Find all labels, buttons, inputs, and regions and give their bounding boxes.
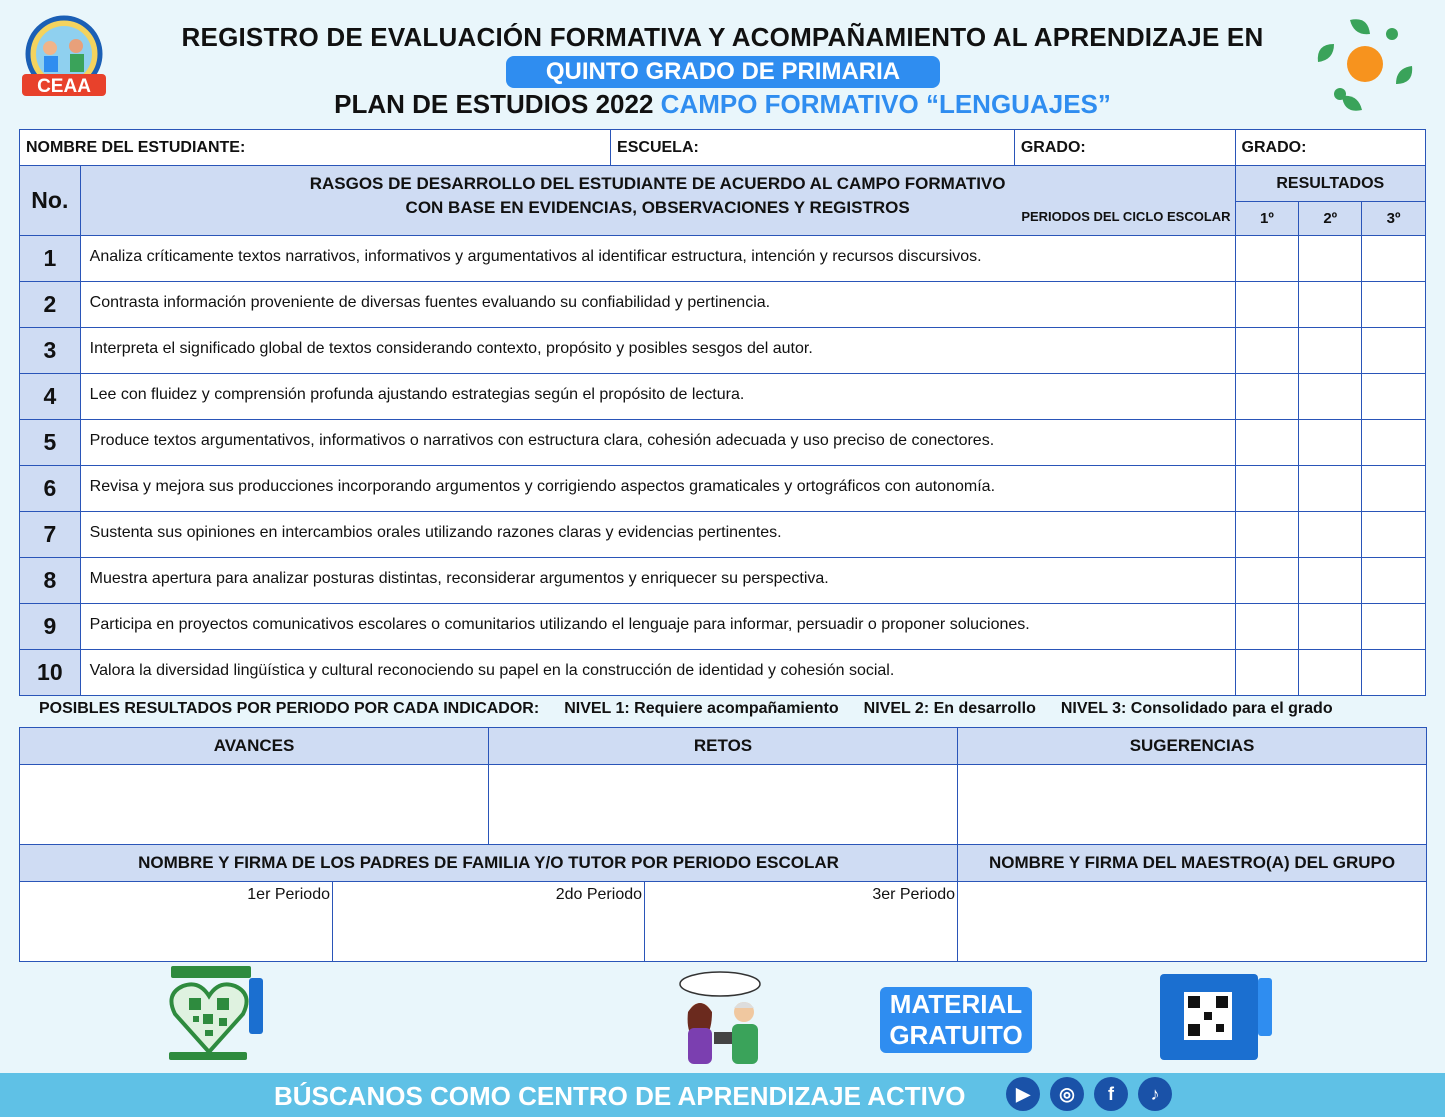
facebook-icon[interactable]: f — [1094, 1077, 1128, 1111]
table-row — [20, 604, 1426, 650]
student-name-field[interactable]: NOMBRE DEL ESTUDIANTE: — [20, 130, 611, 166]
evaluation-table — [19, 129, 1426, 696]
document-subtitle — [0, 89, 1445, 120]
sugerencias-field[interactable] — [958, 765, 1427, 845]
rasgos-header-line1: RASGOS DE DESARROLLO DEL ESTUDIANTE DE ACUERDO AL CAMPO FORMATIVO — [309, 174, 1006, 193]
table-row — [20, 558, 1426, 604]
table-row — [20, 650, 1426, 696]
plan-label: PLAN DE ESTUDIOS 2022 — [334, 89, 661, 119]
table-row — [20, 236, 1426, 282]
result-cell-p2[interactable] — [1299, 328, 1362, 374]
avances-field[interactable] — [20, 765, 489, 845]
row-number: 3 — [20, 328, 81, 374]
result-cell-p1[interactable] — [1235, 328, 1299, 374]
possible-results-legend — [19, 690, 1426, 728]
teacher-signature-field[interactable] — [958, 882, 1427, 962]
grade-field-2[interactable]: GRADO: — [1235, 130, 1425, 166]
grade-badge: QUINTO GRADO DE PRIMARIA — [506, 56, 940, 88]
table-row — [20, 512, 1426, 558]
row-number: 1 — [20, 236, 81, 282]
result-cell-p2[interactable] — [1299, 374, 1362, 420]
table-row — [20, 466, 1426, 512]
row-indicator: Contrasta información proveniente de diversas fuentes evaluando su confiabilidad y pertinencia. — [80, 282, 1235, 328]
avances-header: AVANCES — [20, 728, 489, 765]
store-qr-code[interactable] — [165, 964, 267, 1062]
periodos-label: PERIODOS DEL CICLO ESCOLAR — [1021, 209, 1231, 224]
parents-signature-header: NOMBRE Y FIRMA DE LOS PADRES DE FAMILIA Y/O TUTOR POR PERIODO ESCOLAR — [20, 845, 958, 882]
result-cell-p3[interactable] — [1362, 374, 1426, 420]
row-indicator: Analiza críticamente textos narrativos, informativos y argumentativos al identificar estructura, intención y recursos discursivos. — [80, 236, 1235, 282]
result-cell-p1[interactable] — [1235, 420, 1299, 466]
result-cell-p2[interactable] — [1299, 282, 1362, 328]
result-cell-p1[interactable] — [1235, 282, 1299, 328]
teacher-signature-header: NOMBRE Y FIRMA DEL MAESTRO(A) DEL GRUPO — [958, 845, 1427, 882]
row-indicator: Valora la diversidad lingüística y cultural reconociendo su papel en la construcción de identidad y cohesión social. — [80, 650, 1235, 696]
table-row — [20, 328, 1426, 374]
row-indicator: Produce textos argumentativos, informativos o narrativos con estructura clara, cohesión adecuada y uso preciso de conectores. — [80, 420, 1235, 466]
result-cell-p3[interactable] — [1362, 558, 1426, 604]
row-indicator: Sustenta sus opiniones en intercambios orales utilizando razones claras y evidencias pertinentes. — [80, 512, 1235, 558]
period-2-header: 2º — [1299, 202, 1362, 236]
row-number: 4 — [20, 374, 81, 420]
material-line-1: MATERIAL — [889, 989, 1023, 1019]
legend-level-3: NIVEL 3: Consolidado para el grado — [1060, 700, 1333, 717]
row-number: 10 — [20, 650, 81, 696]
result-cell-p1[interactable] — [1235, 558, 1299, 604]
observations-table — [19, 727, 1427, 962]
row-indicator: Revisa y mejora sus producciones incorporando argumentos y corrigiendo aspectos gramaticales y ortográficos con autonomía. — [80, 466, 1235, 512]
result-cell-p3[interactable] — [1362, 466, 1426, 512]
result-cell-p1[interactable] — [1235, 374, 1299, 420]
rasgos-header — [80, 166, 1235, 236]
row-number: 9 — [20, 604, 81, 650]
rasgos-header-line2: CON BASE EN EVIDENCIAS, OBSERVACIONES Y REGISTROS — [405, 198, 910, 217]
svg-text:CEAA: CEAA — [37, 76, 91, 97]
result-cell-p3[interactable] — [1362, 236, 1426, 282]
result-cell-p3[interactable] — [1362, 282, 1426, 328]
result-cell-p1[interactable] — [1235, 604, 1299, 650]
result-cell-p1[interactable] — [1235, 650, 1299, 696]
table-row — [20, 420, 1426, 466]
legend-label: POSIBLES RESULTADOS POR PERIODO POR CADA INDICADOR: — [39, 700, 540, 717]
result-cell-p2[interactable] — [1299, 650, 1362, 696]
instagram-icon[interactable]: ◎ — [1050, 1077, 1084, 1111]
result-cell-p1[interactable] — [1235, 236, 1299, 282]
row-number: 2 — [20, 282, 81, 328]
result-cell-p2[interactable] — [1299, 236, 1362, 282]
result-cell-p3[interactable] — [1362, 604, 1426, 650]
result-cell-p3[interactable] — [1362, 328, 1426, 374]
signature-period-1[interactable]: 1er Periodo — [20, 882, 333, 962]
result-cell-p3[interactable] — [1362, 420, 1426, 466]
row-indicator: Interpreta el significado global de textos considerando contexto, propósito y posibles sesgos del autor. — [80, 328, 1235, 374]
result-cell-p2[interactable] — [1299, 512, 1362, 558]
table-row — [20, 282, 1426, 328]
retos-header: RETOS — [489, 728, 958, 765]
period-3-header: 3º — [1362, 202, 1426, 236]
material-line-2: GRATUITO — [889, 1020, 1023, 1050]
period-1-header: 1º — [1235, 202, 1299, 236]
signature-period-2[interactable]: 2do Periodo — [333, 882, 645, 962]
number-header: No. — [20, 166, 81, 236]
row-number: 8 — [20, 558, 81, 604]
footer-text: BÚSCANOS COMO CENTRO DE APRENDIZAJE ACTIVO — [274, 1081, 966, 1111]
result-cell-p3[interactable] — [1362, 512, 1426, 558]
result-cell-p2[interactable] — [1299, 558, 1362, 604]
legend-level-2: NIVEL 2: En desarrollo — [863, 700, 1036, 717]
school-field[interactable]: ESCUELA: — [611, 130, 1015, 166]
student-info-row — [20, 130, 1426, 166]
row-indicator: Muestra apertura para analizar posturas distintas, reconsiderar argumentos y enriquecer su perspectiva. — [80, 558, 1235, 604]
result-cell-p2[interactable] — [1299, 604, 1362, 650]
tiktok-icon[interactable]: ♪ — [1138, 1077, 1172, 1111]
row-number: 7 — [20, 512, 81, 558]
youtube-qr-code[interactable] — [1158, 972, 1276, 1062]
legend-level-1: NIVEL 1: Requiere acompañamiento — [564, 700, 839, 717]
campo-label: CAMPO FORMATIVO “LENGUAJES” — [660, 89, 1111, 119]
row-indicator: Lee con fluidez y comprensión profunda ajustando estrategias según el propósito de lectura. — [80, 374, 1235, 420]
result-cell-p3[interactable] — [1362, 650, 1426, 696]
teachers-illustration — [672, 970, 772, 1066]
result-cell-p1[interactable] — [1235, 512, 1299, 558]
table-row — [20, 374, 1426, 420]
result-cell-p2[interactable] — [1299, 466, 1362, 512]
resultados-header: RESULTADOS — [1235, 166, 1425, 202]
result-cell-p2[interactable] — [1299, 420, 1362, 466]
result-cell-p1[interactable] — [1235, 466, 1299, 512]
document-title: REGISTRO DE EVALUACIÓN FORMATIVA Y ACOMPAÑAMIENTO AL APRENDIZAJE EN — [181, 22, 1264, 52]
row-number: 5 — [20, 420, 81, 466]
grade-field-1[interactable]: GRADO: — [1014, 130, 1235, 166]
retos-field[interactable] — [489, 765, 958, 845]
sugerencias-header: SUGERENCIAS — [958, 728, 1427, 765]
signature-period-3[interactable]: 3er Periodo — [645, 882, 958, 962]
row-indicator: Participa en proyectos comunicativos escolares o comunitarios utilizando el lenguaje para informar, persuadir o proponer soluciones. — [80, 604, 1235, 650]
youtube-icon[interactable]: ▶ — [1006, 1077, 1040, 1111]
free-material-badge — [880, 987, 1032, 1053]
row-number: 6 — [20, 466, 81, 512]
